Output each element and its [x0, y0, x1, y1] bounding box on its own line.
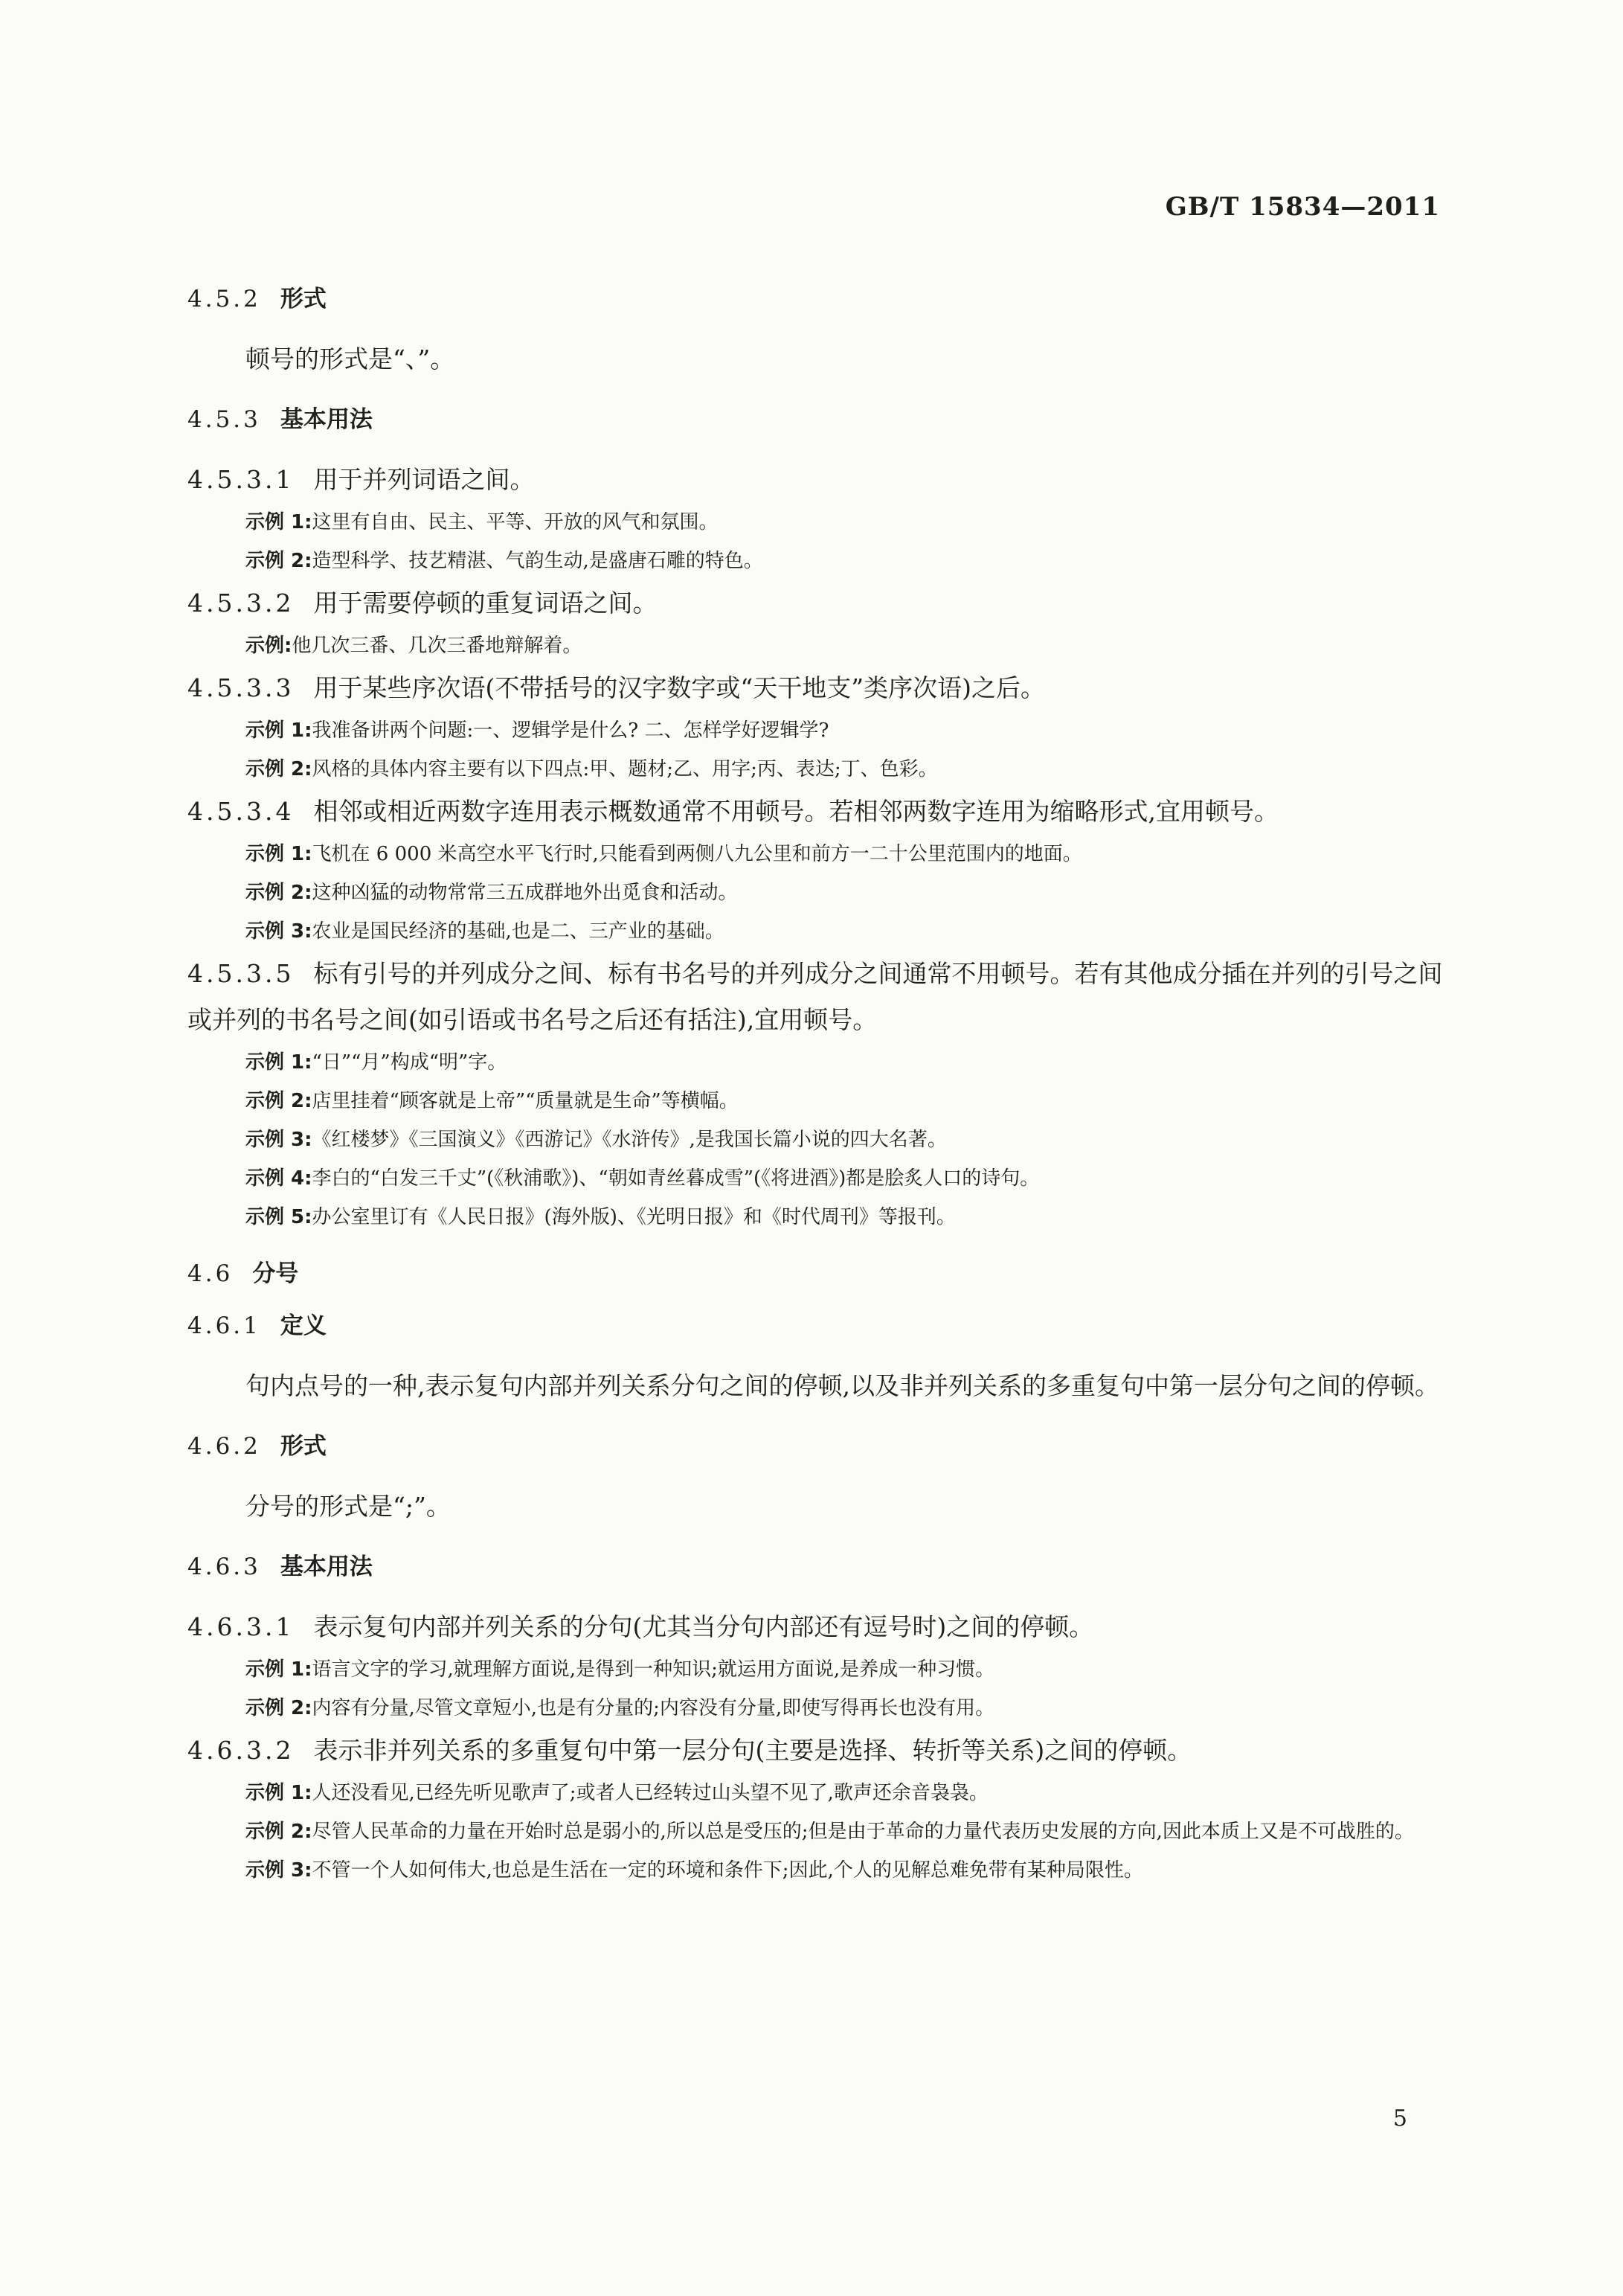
example-label: 示例 2: [245, 758, 312, 780]
clause-text: 相邻或相近两数字连用表示概数通常不用顿号。若相邻两数字连用为缩略形式,宜用顿号。 [313, 797, 1279, 826]
example-text: 农业是国民经济的基础,也是二、三产业的基础。 [312, 920, 724, 943]
section-4-6-2-body: 分号的形式是“;”。 [245, 1492, 451, 1521]
example-text: 尽管人民革命的力量在开始时总是弱小的,所以总是受压的;但是由于革命的力量代表历史发展的方向,因此本质上又是不可战胜的。 [312, 1821, 1414, 1843]
example-label: 示例 4: [245, 1167, 312, 1190]
clause-number: 4.5.3.5 [187, 959, 295, 988]
example [187, 1120, 1452, 1159]
section-number: 4.6 [187, 1260, 234, 1287]
example-text: 这里有自由、民主、平等、开放的风气和氛围。 [312, 511, 719, 533]
example [187, 503, 1452, 542]
section-title: 形式 [280, 1433, 327, 1460]
clause-4-5-3-4 [187, 789, 1452, 835]
section-4-6-1-body: 句内点号的一种,表示复句内部并列关系分句之间的停顿,以及非并列关系的多重复句中第一层分句之间的停顿。 [245, 1371, 1439, 1400]
standard-code: GB/T 15834—2011 [1165, 192, 1440, 222]
section-title: 基本用法 [280, 406, 373, 433]
example-text: 李白的“白发三千丈”(《秋浦歌》)、“朝如青丝暮成雪”(《将进酒》)都是脍炙人口的诗句。 [312, 1167, 1040, 1190]
example-label: 示例 1: [245, 1782, 312, 1804]
example-label: 示例 1: [245, 843, 312, 865]
section-title: 基本用法 [280, 1553, 373, 1580]
example-text: 语言文字的学习,就理解方面说,是得到一种知识;就运用方面说,是养成一种习惯。 [312, 1658, 995, 1681]
example [187, 542, 1452, 580]
section-4-6-3-heading [187, 1552, 1452, 1582]
clause-number: 4.5.3.4 [187, 797, 295, 826]
example-label: 示例 1: [245, 1051, 312, 1074]
example-label: 示例 3: [245, 920, 312, 943]
page-content [187, 284, 1452, 1890]
section-4-6-2-heading [187, 1431, 1452, 1461]
example [187, 873, 1452, 912]
clause-number: 4.6.3.2 [187, 1736, 295, 1765]
example-text: 飞机在 6 000 米高空水平飞行时,只能看到两侧八九公里和前方一二十公里范围内的地面。 [312, 843, 1082, 865]
section-title: 分号 [252, 1260, 299, 1287]
example-label: 示例 1: [245, 719, 312, 742]
example-text: 店里挂着“顾客就是上帝”“质量就是生命”等横幅。 [312, 1090, 739, 1112]
clause-text: 表示非并列关系的多重复句中第一层分句(主要是选择、转折等关系)之间的停顿。 [313, 1736, 1192, 1765]
clause-number: 4.5.3.2 [187, 589, 295, 618]
example [187, 1689, 1452, 1728]
section-4-5-2-body: 顿号的形式是“、”。 [245, 344, 455, 373]
example-text: 风格的具体内容主要有以下四点:甲、题材;乙、用字;丙、表达;丁、色彩。 [312, 758, 938, 780]
example [187, 1043, 1452, 1082]
example-label: 示例 3: [245, 1129, 312, 1151]
example [187, 1082, 1452, 1120]
example-label: 示例 2: [245, 1090, 312, 1112]
clause-4-5-3-1 [187, 457, 1452, 503]
clause-4-5-3-3 [187, 665, 1452, 711]
page-number: 5 [1392, 2106, 1407, 2132]
example [187, 1812, 1452, 1851]
clause-number: 4.5.3.3 [187, 673, 295, 702]
example-label: 示例 2: [245, 1821, 312, 1843]
example-label: 示例 2: [245, 550, 312, 572]
example-text: 造型科学、技艺精湛、气韵生动,是盛唐石雕的特色。 [312, 550, 763, 572]
section-number: 4.6.1 [187, 1312, 261, 1339]
example-label: 示例 2: [245, 882, 312, 904]
example [187, 750, 1452, 789]
clause-4-6-3-1 [187, 1604, 1452, 1650]
clause-number: 4.5.3.1 [187, 465, 295, 494]
example-label: 示例 5: [245, 1206, 312, 1228]
section-number: 4.5.3 [187, 406, 261, 433]
example [187, 1650, 1452, 1689]
clause-4-6-3-2 [187, 1728, 1452, 1774]
clause-text: 标有引号的并列成分之间、标有书名号的并列成分之间通常不用顿号。若有其他成分插在并列的引号之间或并列的书名号之间(如引语或书名号之后还有括注),宜用顿号。 [187, 959, 1443, 1034]
clause-number: 4.6.3.1 [187, 1612, 295, 1641]
example-label: 示例 2: [245, 1697, 312, 1719]
example-label: 示例 3: [245, 1859, 312, 1882]
example-text: 不管一个人如何伟大,也总是生活在一定的环境和条件下;因此,个人的见解总难免带有某种局限性。 [312, 1859, 1143, 1882]
section-number: 4.6.3 [187, 1553, 261, 1580]
example-label: 示例 1: [245, 1658, 312, 1681]
clause-text: 用于需要停顿的重复词语之间。 [313, 589, 658, 618]
section-4-6-1-heading [187, 1311, 1452, 1341]
example-text: 内容有分量,尽管文章短小,也是有分量的;内容没有分量,即使写得再长也没有用。 [312, 1697, 995, 1719]
section-number: 4.6.2 [187, 1433, 261, 1460]
clause-text: 用于某些序次语(不带括号的汉字数字或“天干地支”类序次语)之后。 [313, 673, 1045, 702]
example-text: 这种凶猛的动物常常三五成群地外出觅食和活动。 [312, 882, 738, 904]
clause-4-5-3-2 [187, 580, 1452, 626]
example-label: 示例: [245, 635, 292, 657]
section-4-5-3-heading [187, 405, 1452, 434]
section-4-6-heading [187, 1259, 1452, 1289]
example-text: 办公室里订有《人民日报》(海外版)、《光明日报》和《时代周刊》等报刊。 [312, 1206, 956, 1228]
clause-4-5-3-5 [187, 951, 1452, 1043]
example [187, 1774, 1452, 1812]
example [187, 1198, 1452, 1237]
section-number: 4.5.2 [187, 286, 261, 312]
section-4-5-2-heading [187, 284, 1452, 314]
example [187, 1851, 1452, 1890]
clause-text: 表示复句内部并列关系的分句(尤其当分句内部还有逗号时)之间的停顿。 [313, 1612, 1094, 1641]
example-text: 《红楼梦》《三国演义》《西游记》《水浒传》,是我国长篇小说的四大名著。 [312, 1129, 947, 1151]
example-text: “日”“月”构成“明”字。 [312, 1051, 507, 1074]
example [187, 711, 1452, 750]
example [187, 835, 1452, 873]
example [187, 912, 1452, 951]
example [187, 1159, 1452, 1198]
clause-text: 用于并列词语之间。 [313, 465, 535, 494]
example-label: 示例 1: [245, 511, 312, 533]
example-text: 他几次三番、几次三番地辩解着。 [292, 635, 582, 657]
example-text: 我准备讲两个问题:一、逻辑学是什么? 二、怎样学好逻辑学? [312, 719, 829, 742]
example [187, 626, 1452, 665]
example-text: 人还没看见,已经先听见歌声了;或者人已经转过山头望不见了,歌声还余音袅袅。 [312, 1782, 989, 1804]
section-title: 定义 [280, 1312, 327, 1339]
section-title: 形式 [280, 286, 327, 312]
